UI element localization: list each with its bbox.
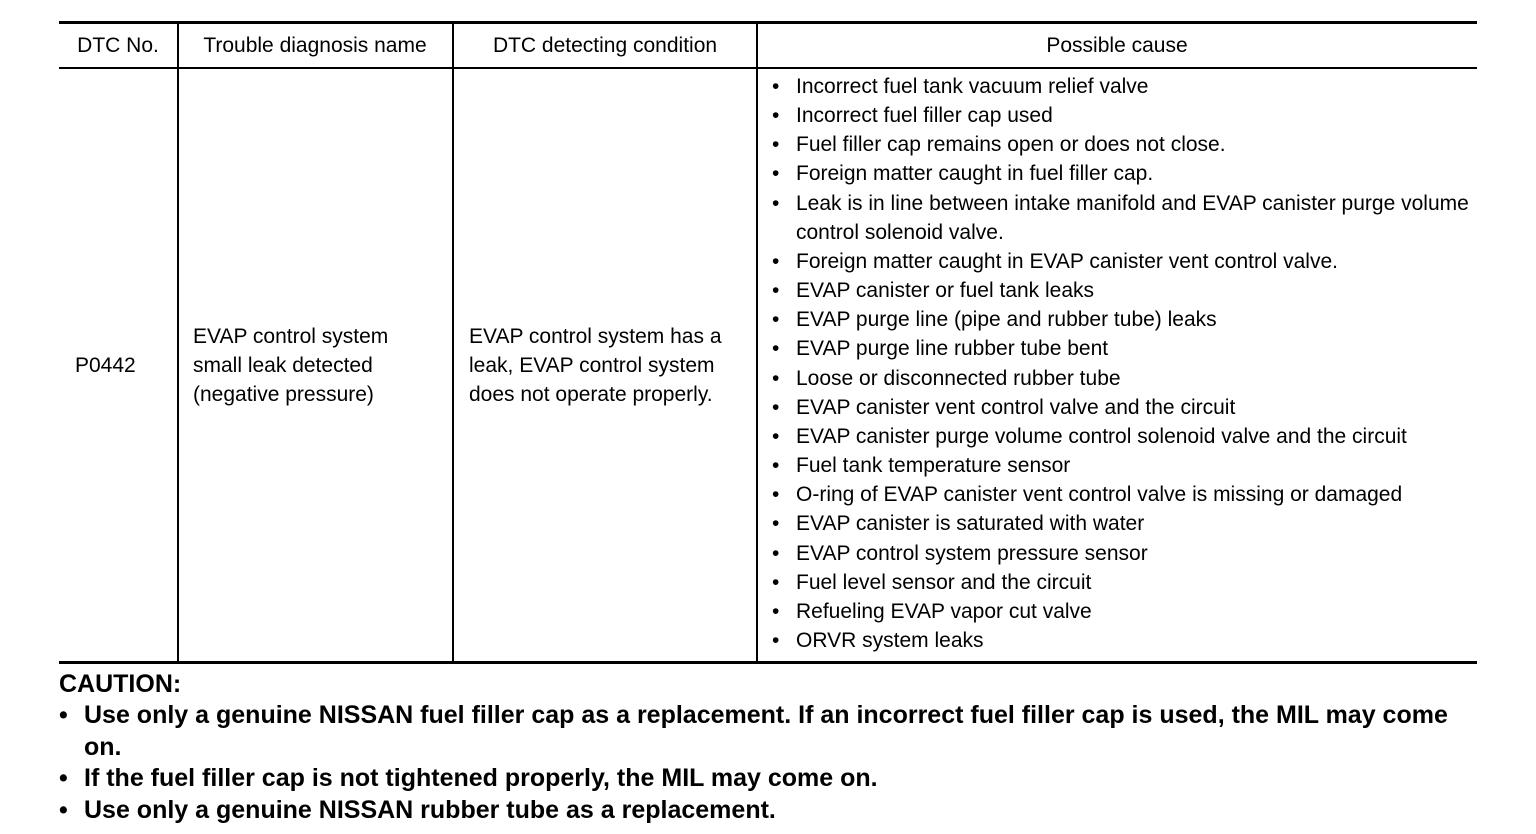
- detecting-condition-line: leak, EVAP control system: [469, 354, 715, 377]
- cause-text: O-ring of EVAP canister vent control valve is missing or damaged: [796, 483, 1403, 507]
- list-item: [772, 539, 1474, 568]
- bullet: •: [772, 279, 780, 303]
- list-item: [772, 276, 1474, 305]
- list-item: [772, 422, 1474, 451]
- bullet: •: [59, 764, 68, 792]
- header-diagnosis-name: Trouble diagnosis name: [203, 34, 427, 57]
- cause-text: EVAP control system pressure sensor: [796, 541, 1148, 565]
- cause-text: EVAP purge line rubber tube bent: [796, 337, 1109, 361]
- bullet: •: [772, 424, 780, 448]
- list-item: [772, 480, 1474, 509]
- bullet: •: [772, 104, 780, 128]
- list-item: [772, 334, 1474, 363]
- bullet: •: [772, 308, 780, 332]
- bullet: •: [772, 337, 780, 361]
- bullet: •: [772, 541, 780, 565]
- cause-text: Foreign matter caught in fuel filler cap.: [796, 162, 1154, 186]
- dtc-code: P0442: [75, 354, 136, 377]
- list-item: [772, 189, 1474, 247]
- bullet: •: [772, 628, 780, 652]
- list-item: [772, 72, 1474, 101]
- bullet: •: [772, 75, 780, 98]
- list-item: [772, 393, 1474, 422]
- caution-block: [59, 668, 1479, 826]
- table-header-row: [59, 24, 1477, 69]
- cause-text: Refueling EVAP vapor cut valve: [796, 599, 1092, 623]
- bullet: •: [772, 395, 780, 419]
- bullet: •: [59, 795, 68, 824]
- caution-item: [59, 763, 1479, 795]
- caution-title: CAUTION:: [59, 670, 182, 698]
- detecting-condition-line: EVAP control system has a: [469, 325, 722, 348]
- column-divider: [452, 24, 454, 661]
- cause-text: ORVR system leaks: [796, 628, 984, 652]
- caution-text: Use only a genuine NISSAN fuel filler cap as a replacement. If an incorrect fuel filler cap is used, the MIL may come on.: [84, 701, 1448, 761]
- cause-text: EVAP canister purge volume control solenoid valve and the circuit: [796, 424, 1407, 448]
- cause-text: Incorrect fuel filler cap used: [796, 104, 1053, 128]
- list-item: [772, 626, 1474, 655]
- bullet: •: [772, 599, 780, 623]
- list-item: [772, 247, 1474, 276]
- list-item: [772, 159, 1474, 188]
- list-item: [772, 509, 1474, 538]
- bullet: •: [772, 191, 780, 215]
- caution-text: If the fuel filler cap is not tightened properly, the MIL may come on.: [84, 764, 878, 792]
- column-divider: [756, 24, 758, 661]
- bullet: •: [772, 133, 780, 157]
- bullet: •: [772, 366, 780, 390]
- list-item: [772, 130, 1474, 159]
- cause-text: Loose or disconnected rubber tube: [796, 366, 1121, 390]
- cause-text: EVAP canister is saturated with water: [796, 512, 1145, 536]
- bullet: •: [772, 483, 780, 507]
- list-item: [772, 568, 1474, 597]
- list-item: [772, 101, 1474, 130]
- diagnosis-name-line: EVAP control system: [193, 325, 389, 348]
- caution-list: [59, 700, 1479, 826]
- bullet: •: [59, 701, 68, 729]
- dtc-table: [59, 21, 1477, 664]
- possible-cause-list: [772, 72, 1474, 655]
- caution-item: [59, 795, 1479, 827]
- bullet: •: [772, 454, 780, 478]
- detecting-condition: [469, 322, 722, 409]
- list-item: [772, 305, 1474, 334]
- diagnosis-name-line: (negative pressure): [193, 383, 374, 406]
- cause-text: Foreign matter caught in EVAP canister vent control valve.: [796, 249, 1338, 273]
- diagnosis-name-line: small leak detected: [193, 354, 373, 377]
- caution-text: Use only a genuine NISSAN rubber tube as a replacement.: [84, 795, 776, 824]
- cause-text: Incorrect fuel tank vacuum relief valve: [796, 75, 1149, 98]
- header-dtc-no: DTC No.: [77, 34, 159, 57]
- list-item: [772, 364, 1474, 393]
- list-item: [772, 597, 1474, 626]
- header-possible-cause: Possible cause: [1046, 34, 1188, 57]
- column-divider: [177, 24, 179, 661]
- cause-text: EVAP purge line (pipe and rubber tube) leaks: [796, 308, 1217, 332]
- bullet: •: [772, 512, 780, 536]
- detecting-condition-line: does not operate properly.: [469, 383, 713, 406]
- diagnosis-name: [193, 322, 388, 409]
- bullet: •: [772, 249, 780, 273]
- caution-item: [59, 700, 1479, 763]
- cause-text: Fuel filler cap remains open or does not close.: [796, 133, 1226, 157]
- bullet: •: [772, 162, 780, 186]
- cause-text: EVAP canister vent control valve and the circuit: [796, 395, 1236, 419]
- list-item: [772, 451, 1474, 480]
- cause-text: Fuel tank temperature sensor: [796, 454, 1071, 478]
- cause-text: Leak is in line between intake manifold and EVAP canister purge volume control solenoid valve.: [796, 191, 1469, 244]
- bullet: •: [772, 570, 780, 594]
- cause-text: EVAP canister or fuel tank leaks: [796, 279, 1095, 303]
- cause-text: Fuel level sensor and the circuit: [796, 570, 1092, 594]
- header-detecting-condition: DTC detecting condition: [492, 34, 718, 57]
